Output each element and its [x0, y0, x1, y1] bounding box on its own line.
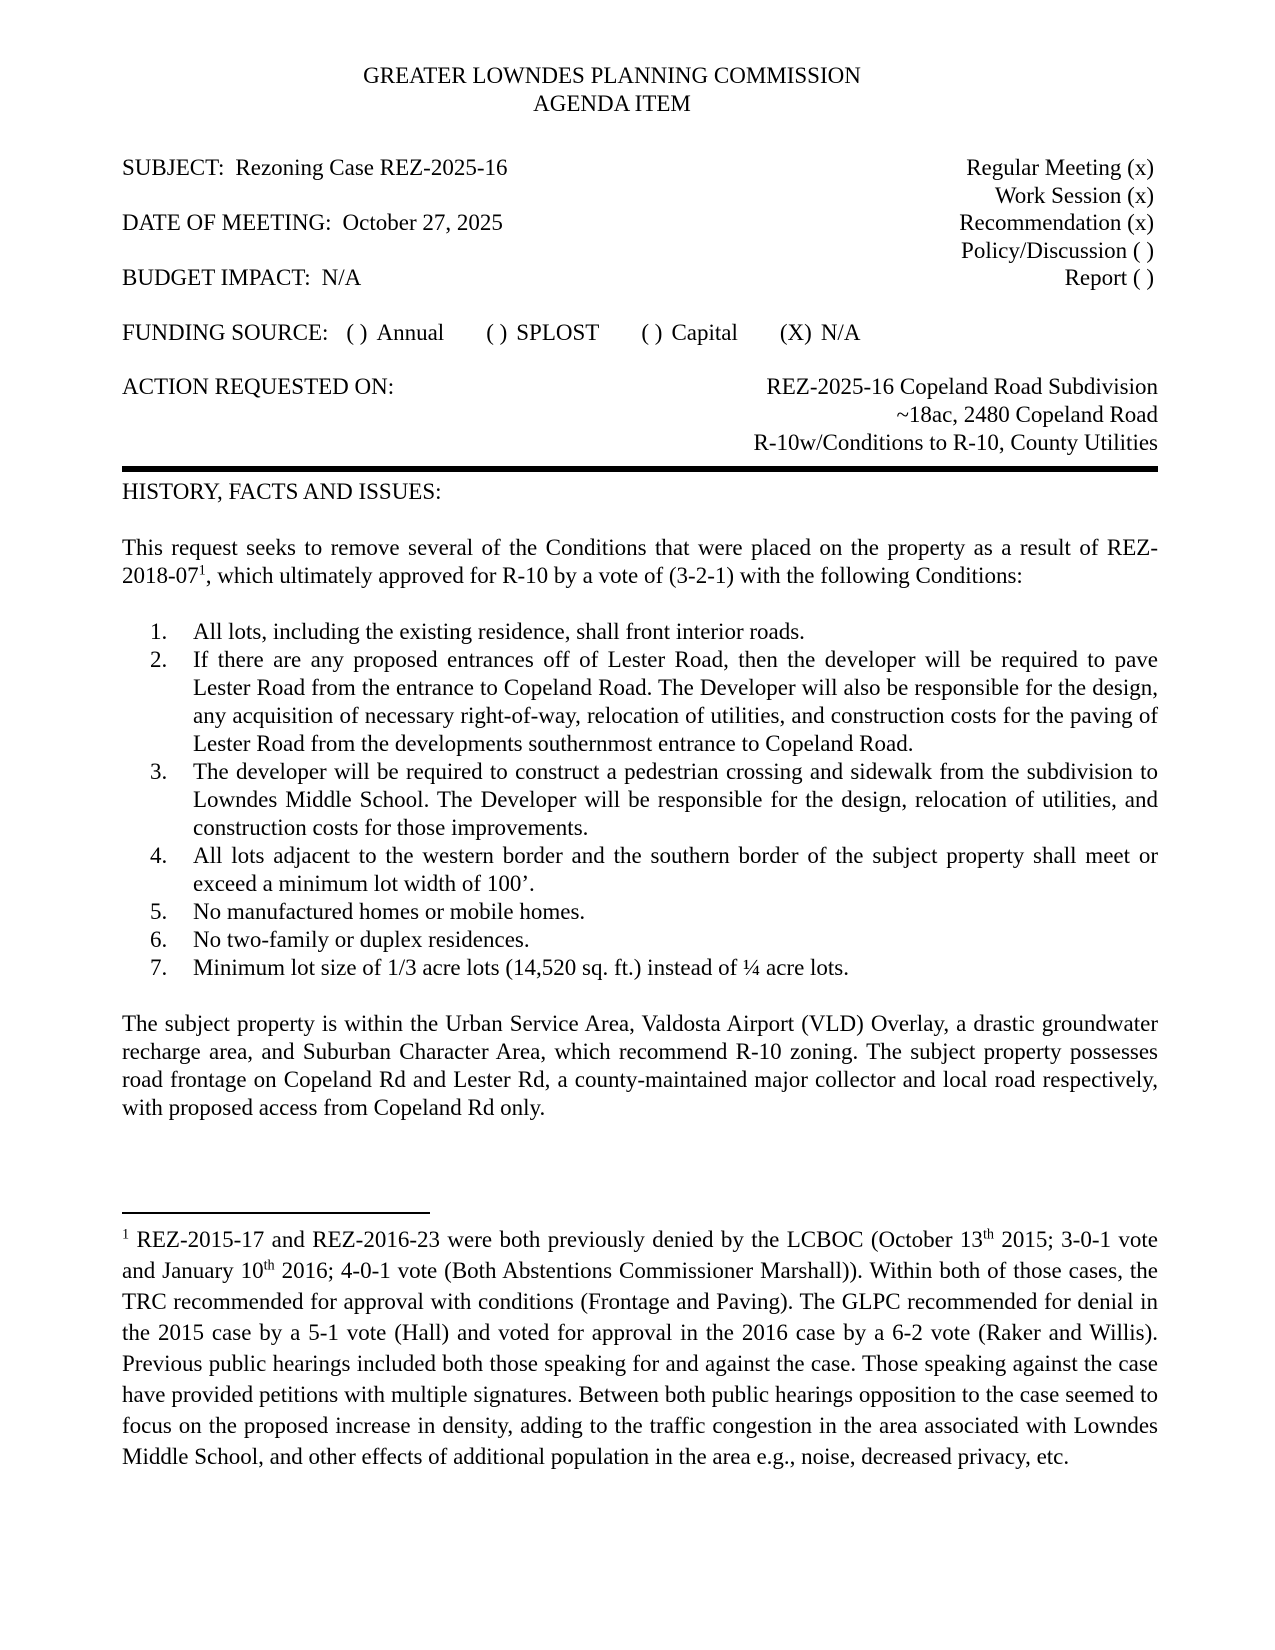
history-heading: HISTORY, FACTS AND ISSUES: — [122, 478, 442, 504]
funding-option-annual — [346, 320, 444, 345]
action-acreage-line: ~18ac, 2480 Copeland Road — [896, 401, 1158, 427]
footnote-marker: 1 — [122, 1225, 130, 1242]
meeting-option-policy: Policy/Discussion ( ) — [961, 237, 1154, 263]
funding-capital-checkbox: ( ) — [641, 319, 663, 345]
footnote-segment-1: REZ-2015-17 and REZ-2016-23 were both previously denied by the LCBOC (October 13 — [129, 1226, 983, 1252]
intro-text-pre: This request seeks to remove several of the Conditions that were placed on the property as a result of REZ-2018-07 — [122, 534, 1158, 588]
condition-item-3 — [193, 758, 1158, 842]
funding-option-splost — [486, 320, 599, 345]
condition-text-5: No manufactured homes or mobile homes. — [193, 898, 586, 924]
action-label: ACTION REQUESTED ON: — [122, 373, 395, 399]
footnote-superscript-th-1: th — [982, 1225, 995, 1242]
footnote-superscript-th-2: th — [263, 1256, 275, 1273]
condition-text-7: Minimum lot size of 1/3 acre lots (14,520 sq. ft.) instead of ¼ acre lots. — [193, 954, 850, 980]
funding-splost-label: SPLOST — [516, 319, 600, 345]
meeting-option-recommendation: Recommendation (x) — [959, 210, 1154, 235]
footnote-separator-rule — [122, 1212, 430, 1214]
date-value: October 27, 2025 — [342, 210, 503, 235]
subject-label: SUBJECT: — [122, 155, 225, 180]
intro-paragraph — [122, 534, 1158, 590]
funding-splost-checkbox: ( ) — [486, 319, 508, 345]
meta-row-subject — [122, 154, 1158, 182]
meeting-option-report: Report ( ) — [1064, 265, 1154, 290]
meta-row-budget — [122, 264, 1158, 292]
funding-capital-label: Capital — [671, 319, 738, 345]
condition-item-2 — [193, 646, 1158, 758]
section-divider-rule — [122, 466, 1158, 472]
funding-annual-checkbox: ( ) — [346, 319, 368, 345]
action-case-line: REZ-2025-16 Copeland Road Subdivision — [766, 373, 1158, 399]
meeting-option-worksession: Work Session (x) — [994, 182, 1154, 208]
funding-source-row — [122, 319, 1158, 347]
action-requested-section — [122, 373, 1158, 457]
footnote-section — [122, 1212, 1158, 1472]
condition-text-3: The developer will be required to construct a pedestrian crossing and sidewalk from the subdivision to Lowndes Middle School. The Developer will be responsible for the design, relocation of utilities, and construction costs for those improvements. — [193, 758, 1158, 840]
date-field — [122, 209, 503, 237]
document-header — [122, 62, 1158, 118]
intro-text-post: , which ultimately approved for R-10 by a vote of (3-2-1) with the following Conditions: — [205, 562, 1023, 588]
closing-paragraph: The subject property is within the Urban Service Area, Valdosta Airport (VLD) Overlay, a drastic groundwater recharge area, and Suburban Character Area, which recommend R-10 zoning. The subject property possesses road frontage on Copeland Rd and Lester Rd, a county-maintained major collector and local road respectively, with proposed access from Copeland Rd only. — [122, 1010, 1158, 1120]
budget-field — [122, 264, 361, 292]
footnote-segment-2: 2015; 3-0-1 vote and January 10 — [122, 1226, 1158, 1283]
conditions-list — [122, 618, 1158, 982]
condition-item-7 — [193, 954, 1158, 982]
date-label: DATE OF MEETING: — [122, 210, 332, 235]
funding-na-label: N/A — [820, 319, 861, 345]
funding-annual-label: Annual — [376, 319, 445, 345]
meta-row-policy — [122, 237, 1158, 265]
page-title: GREATER LOWNDES PLANNING COMMISSION — [363, 63, 861, 88]
action-zoning-line: R-10w/Conditions to R-10, County Utilities — [753, 429, 1158, 455]
meta-section — [122, 154, 1158, 292]
subject-value: Rezoning Case REZ-2025-16 — [235, 155, 508, 180]
condition-text-4: All lots adjacent to the western border and the southern border of the subject property shall meet or exceed a minimum lot width of 100’. — [193, 842, 1158, 896]
funding-option-na — [780, 320, 861, 345]
subject-field — [122, 154, 508, 182]
budget-value: N/A — [321, 265, 362, 290]
action-value-block — [394, 373, 1158, 457]
page-subtitle: AGENDA ITEM — [533, 91, 691, 116]
meta-row-worksession — [122, 182, 1158, 210]
funding-label: FUNDING SOURCE: — [122, 319, 329, 345]
condition-text-1: All lots, including the existing residence, shall front interior roads. — [193, 618, 805, 644]
condition-text-6: No two-family or duplex residences. — [193, 926, 530, 952]
condition-item-1 — [193, 618, 1158, 646]
footnote-paragraph — [122, 1224, 1158, 1472]
condition-text-2: If there are any proposed entrances off of Lester Road, then the developer will be required to pave Lester Road from the entrance to Copeland Road. The Developer will also be responsible for the design, any acquisition of necessary right-of-way, relocation of utilities, and construction costs for the paving of Lester Road from the developments southernmost entrance to Copeland Road. — [193, 646, 1158, 756]
funding-na-checkbox: (X) — [779, 319, 812, 345]
condition-item-5 — [193, 898, 1158, 926]
budget-label: BUDGET IMPACT: — [122, 265, 311, 290]
funding-option-capital — [641, 320, 738, 345]
meeting-option-regular: Regular Meeting (x) — [966, 155, 1154, 180]
footnote-segment-3: 2016; 4-0-1 vote (Both Abstentions Commissioner Marshall)). Within both of those cases, the TRC recommended for approval with conditions (Frontage and Paving). The GLPC recommended for denial in the 2015 case by a 5-1 vote (Hall) and voted for approval in the 2016 case by a 6-2 vote (Raker and Willis). Previous public hearings included both those speaking for and against the case. Those speaking against the case have provided petitions with multiple signatures. Between both public hearings opposition to the case seemed to focus on the proposed increase in density, adding to the traffic congestion in the area associated with Lowndes Middle School, and other effects of additional population in the area e.g., noise, decreased privacy, etc. — [122, 1257, 1158, 1469]
condition-item-6 — [193, 926, 1158, 954]
meta-row-date — [122, 209, 1158, 237]
condition-item-4 — [193, 842, 1158, 898]
footnote-reference: 1 — [198, 561, 206, 578]
